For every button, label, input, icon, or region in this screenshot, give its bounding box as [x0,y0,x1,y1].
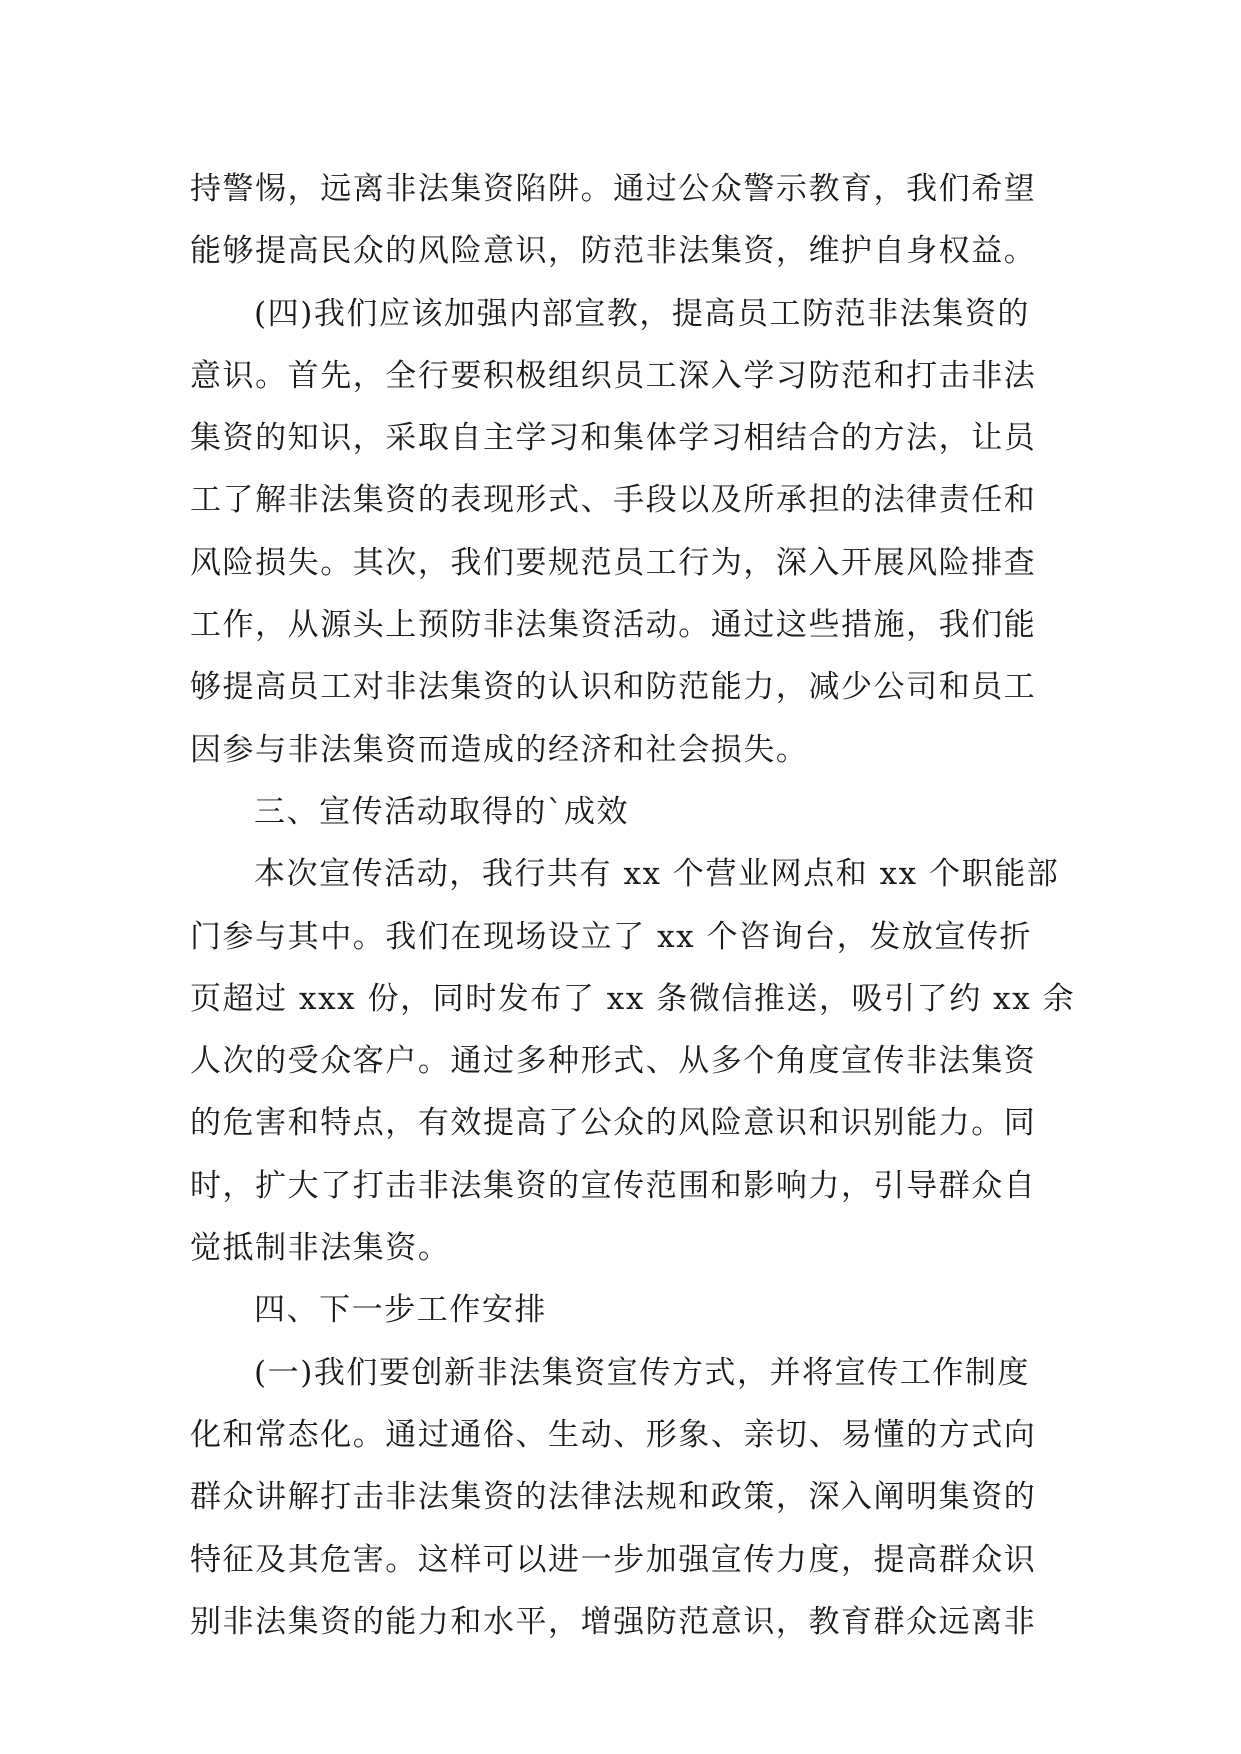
text-line: 的危害和特点，有效提高了公众的风险意识和识别能力。同 [190,1105,1037,1142]
text-line: 人次的受众客户。通过多种形式、从多个角度宣传非法集资 [190,1043,1037,1080]
text-line: 意识。首先，全行要积极组织员工深入学习防范和打击非法 [190,357,1037,394]
text-line: 本次宣传活动，我行共有 xx 个营业网点和 xx 个职能部 [254,856,1060,893]
text-line: 门参与其中。我们在现场设立了 xx 个咨询台，发放宣传折 [190,918,1033,955]
text-line: 够提高员工对非法集资的认识和防范能力，减少公司和员工 [190,669,1037,706]
text-line: 风险损失。其次，我们要规范员工行为，深入开展风险排查 [190,544,1037,581]
text-line: 特征及其危害。这样可以进一步加强宣传力度，提高群众识 [190,1541,1037,1578]
text-line: 持警惕，远离非法集资陷阱。通过公众警示教育，我们希望 [190,171,1037,207]
text-line: (四)我们应该加强内部宣教，提高员工防范非法集资的 [254,295,1030,332]
text-line: 能够提高民众的风险意识，防范非法集资，维护自身权益。 [190,233,1037,270]
text-line: 工作，从源头上预防非法集资活动。通过这些措施，我们能 [190,607,1037,644]
text-line: 四、下一步工作安排 [254,1292,547,1329]
document-body [190,158,1076,1653]
text-line: 集资的知识，采取自主学习和集体学习相结合的方法，让员 [190,420,1037,457]
text-line: 工了解非法集资的表现形式、手段以及所承担的法律责任和 [190,482,1037,519]
text-line: 群众讲解打击非法集资的法律法规和政策，深入阐明集资的 [190,1479,1037,1516]
text-line: 页超过 xxx 份，同时发布了 xx 条微信推送，吸引了约 xx 余 [190,980,1076,1017]
text-line: 别非法集资的能力和水平，增强防范意识，教育群众远离非 [190,1603,1037,1640]
text-line: 化和常态化。通过通俗、生动、形象、亲切、易懂的方式向 [190,1416,1037,1453]
text-line: (一)我们要创新非法集资宣传方式，并将宣传工作制度 [254,1354,1030,1391]
text-line: 时，扩大了打击非法集资的宣传范围和影响力，引导群众自 [190,1167,1037,1204]
text-line: 因参与非法集资而造成的经济和社会损失。 [190,731,809,768]
text-line: 三、宣传活动取得的`成效 [254,793,630,830]
text-line: 觉抵制非法集资。 [190,1230,451,1267]
